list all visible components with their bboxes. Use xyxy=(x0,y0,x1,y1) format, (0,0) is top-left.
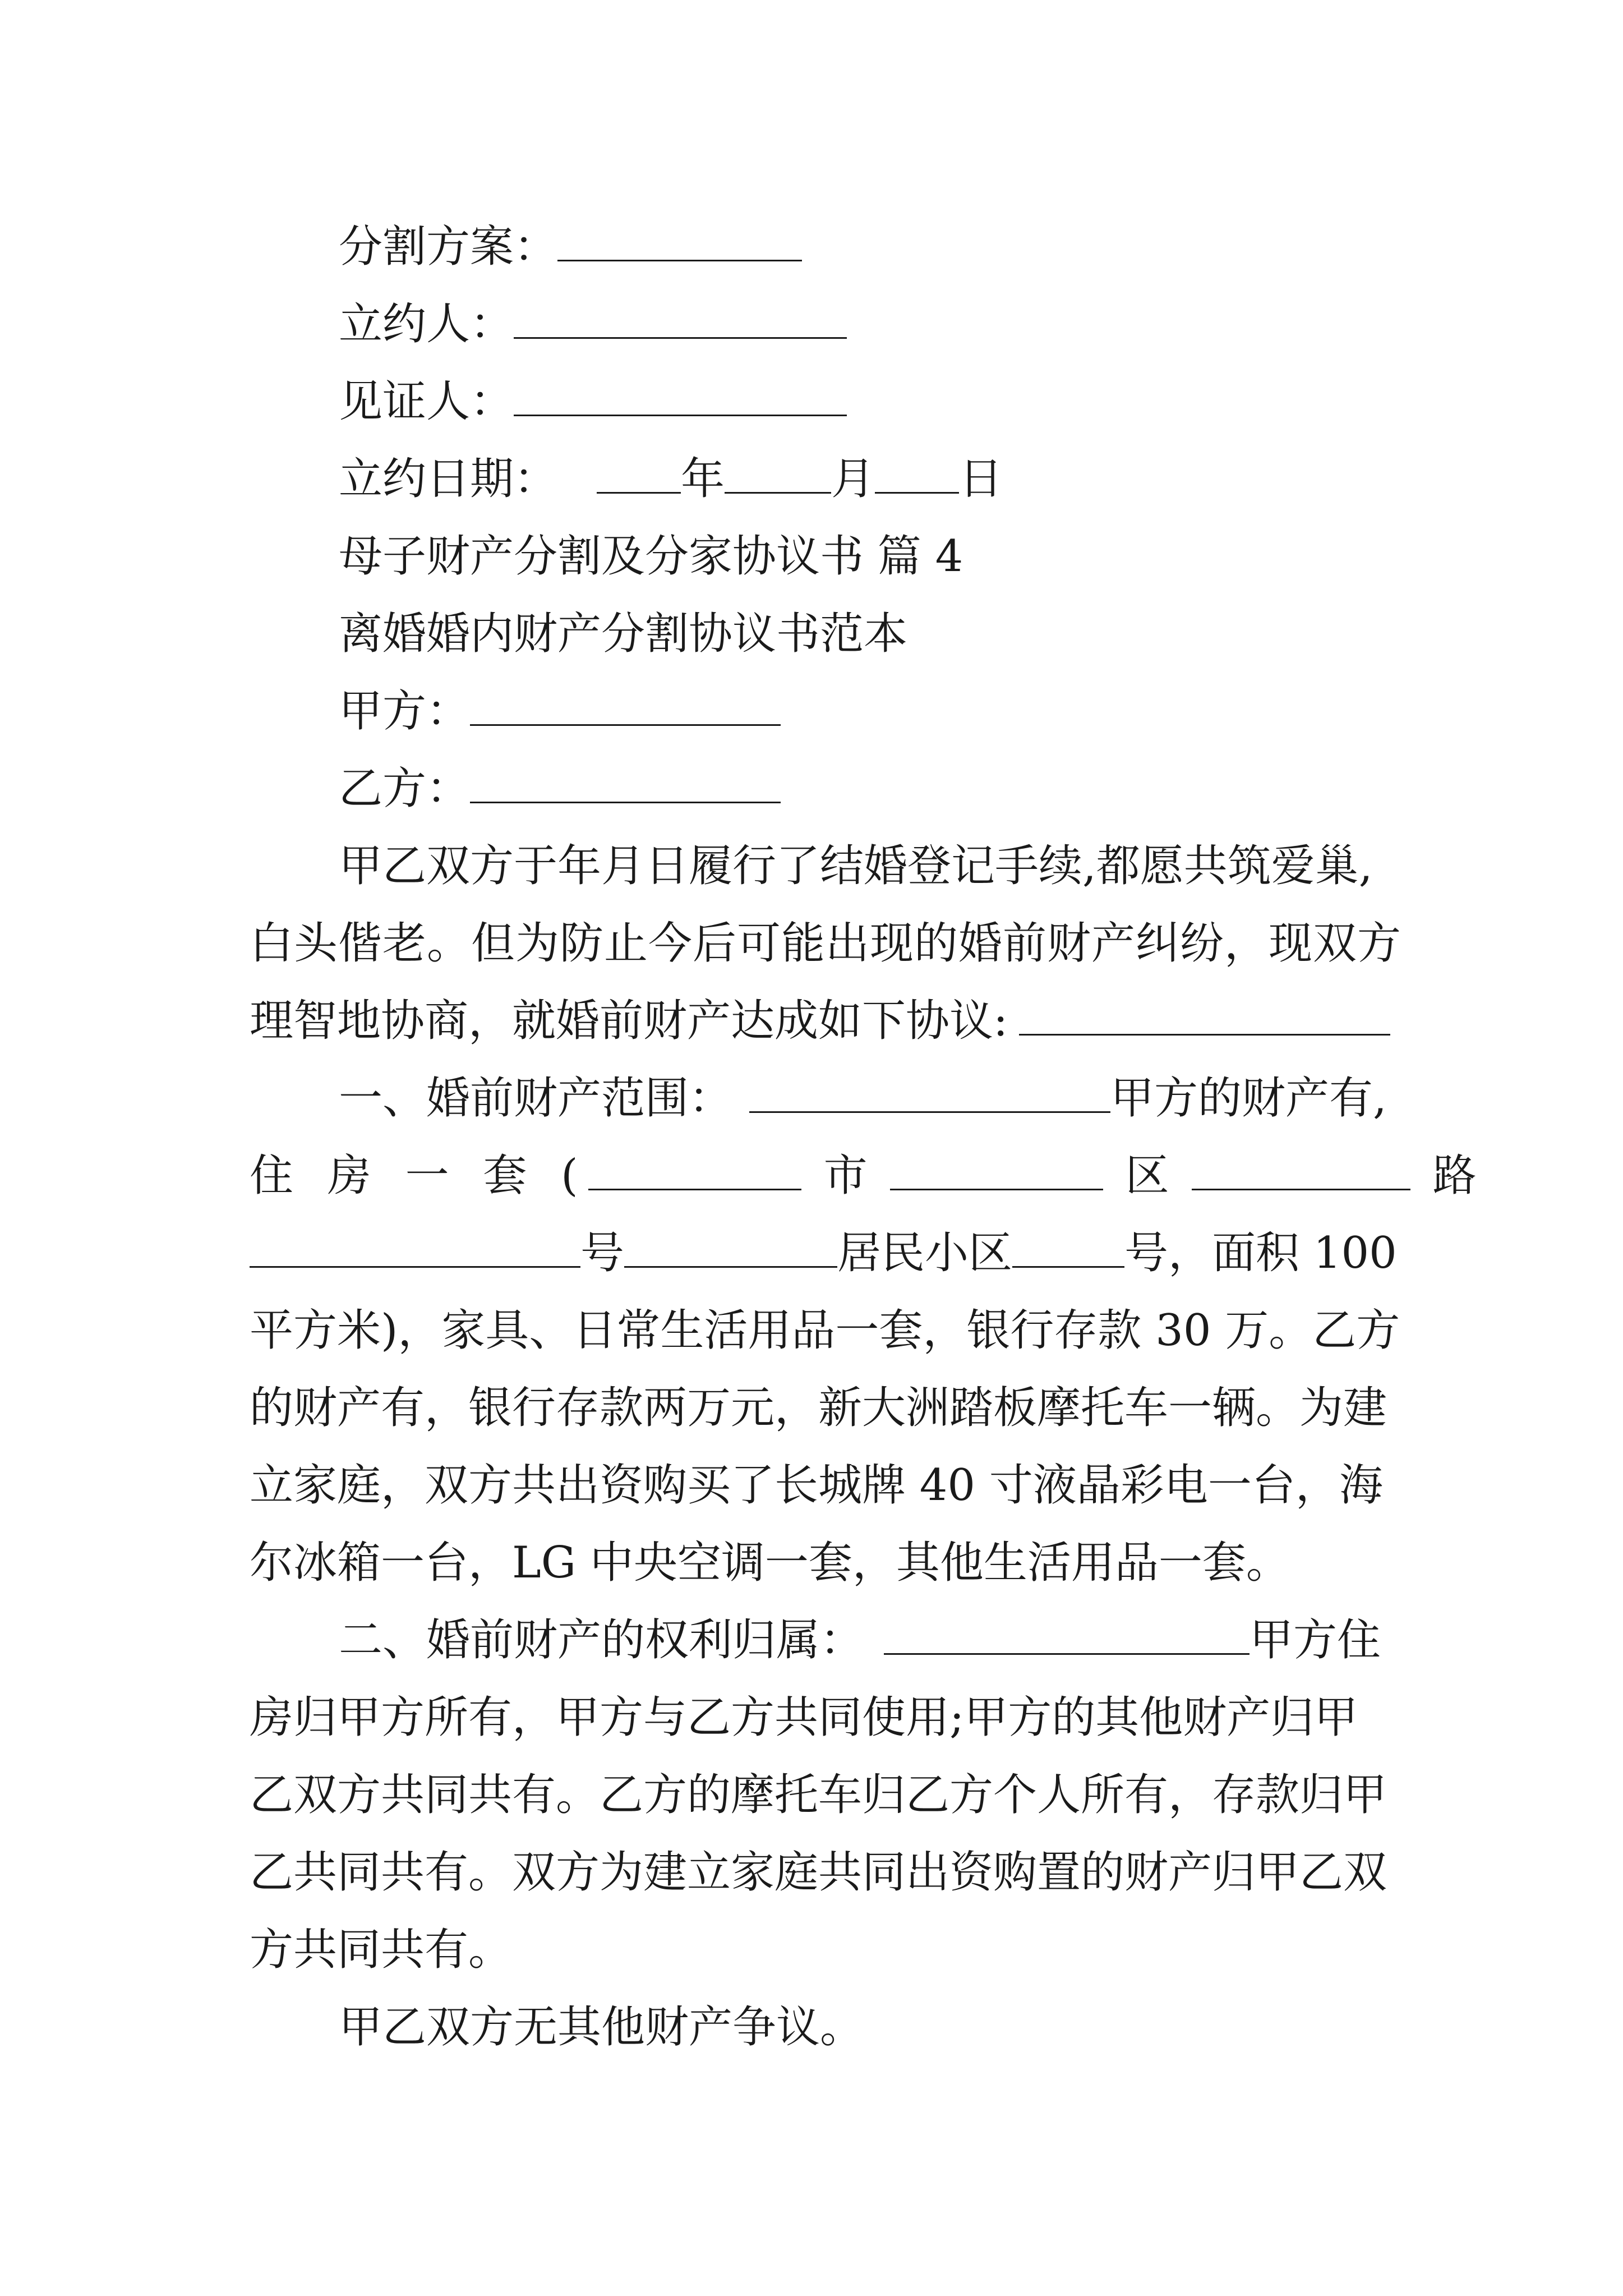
party-b-blank[interactable] xyxy=(470,762,781,803)
date-month-blank[interactable] xyxy=(725,453,831,494)
number-blank[interactable] xyxy=(250,1227,580,1268)
section1-line-6: 立家庭，双方共出资购买了长城牌 40 寸液晶彩电一台，海 xyxy=(250,1460,1383,1511)
section1-line-1 xyxy=(339,1070,1387,1126)
closing-statement: 甲乙双方无其他财产争议。 xyxy=(339,2002,864,2053)
intro-line-3-text: 理智地协商，就婚前财产达成如下协议: xyxy=(250,996,1008,1046)
section2-line-1 xyxy=(339,1612,1381,1668)
city-label: 市 xyxy=(823,1151,868,1201)
witness-label: 见证人： xyxy=(339,376,514,427)
section1-line-3 xyxy=(250,1225,1397,1281)
party-field xyxy=(339,296,847,352)
date-field xyxy=(339,451,1003,507)
section1-line-4: 平方米)，家具、日常生活用品一套，银行存款 30 万。乙方 xyxy=(250,1305,1400,1356)
section1-label: 一、婚前财产范围： xyxy=(339,1073,733,1124)
section1-line-5: 的财产有，银行存款两万元，新大洲踏板摩托车一辆。为建 xyxy=(250,1383,1387,1433)
community-label: 居民小区 xyxy=(837,1228,1013,1278)
date-year-label: 年 xyxy=(681,454,725,504)
area-text: 号，面积 100 xyxy=(1124,1228,1397,1278)
section-heading: 母子财产分割及分家协议书 篇 4 xyxy=(339,531,963,582)
plan-label: 分割方案： xyxy=(339,222,558,272)
document-title: 离婚婚内财产分割协议书范本 xyxy=(339,609,908,659)
plan-blank[interactable] xyxy=(557,220,802,261)
section1-line2-a: 住 房 一 套 ( xyxy=(250,1151,588,1201)
section1-blank[interactable] xyxy=(749,1072,1110,1113)
intro-line-1: 甲乙双方于年月日履行了结婚登记手续,都愿共筑爱巢, xyxy=(339,841,1373,891)
community-blank[interactable] xyxy=(624,1227,837,1268)
city-blank[interactable] xyxy=(588,1149,801,1190)
section1-after: 甲方的财产有, xyxy=(1110,1073,1387,1124)
section2-after: 甲方住 xyxy=(1249,1615,1381,1665)
section2-line-2: 房归甲方所有，甲方与乙方共同使用;甲方的其他财产归甲 xyxy=(250,1692,1358,1743)
party-a-blank[interactable] xyxy=(470,685,781,726)
intro-blank[interactable] xyxy=(1019,995,1390,1036)
section2-line-3: 乙双方共同共有。乙方的摩托车归乙方个人所有，存款归甲 xyxy=(250,1770,1387,1820)
section2-line-5: 方共同共有。 xyxy=(250,1925,513,1975)
party-a-label: 甲方： xyxy=(339,686,471,737)
party-a-field xyxy=(339,683,781,739)
intro-line-2: 白头偕老。但为防止今后可能出现的婚前财产纠纷，现双方 xyxy=(250,918,1402,969)
date-label: 立约日期： xyxy=(339,454,558,504)
party-blank[interactable] xyxy=(514,298,847,339)
party-b-field xyxy=(339,761,781,817)
date-month-label: 月 xyxy=(831,454,875,504)
section2-blank[interactable] xyxy=(884,1614,1249,1655)
section1-line-2 xyxy=(250,1148,1477,1204)
plan-field xyxy=(339,219,802,275)
date-day-label: 日 xyxy=(959,454,1003,504)
date-day-blank[interactable] xyxy=(875,453,959,494)
witness-field xyxy=(339,374,847,430)
section2-line-4: 乙共同共有。双方为建立家庭共同出资购置的财产归甲乙双 xyxy=(250,1847,1387,1898)
party-b-label: 乙方： xyxy=(339,763,471,814)
witness-blank[interactable] xyxy=(514,375,847,416)
district-blank[interactable] xyxy=(890,1149,1103,1190)
party-label: 立约人： xyxy=(339,299,514,349)
building-blank[interactable] xyxy=(1012,1227,1124,1268)
section2-label: 二、婚前财产的权利归属： xyxy=(339,1615,864,1665)
intro-line-3 xyxy=(250,993,1390,1049)
date-year-blank[interactable] xyxy=(597,453,681,494)
number-label: 号 xyxy=(580,1228,625,1278)
district-label: 区 xyxy=(1125,1151,1169,1201)
road-label: 路 xyxy=(1432,1151,1477,1201)
section1-line-7: 尔冰箱一台，LG 中央空调一套，其他生活用品一套。 xyxy=(250,1538,1290,1588)
road-blank[interactable] xyxy=(1192,1149,1410,1190)
